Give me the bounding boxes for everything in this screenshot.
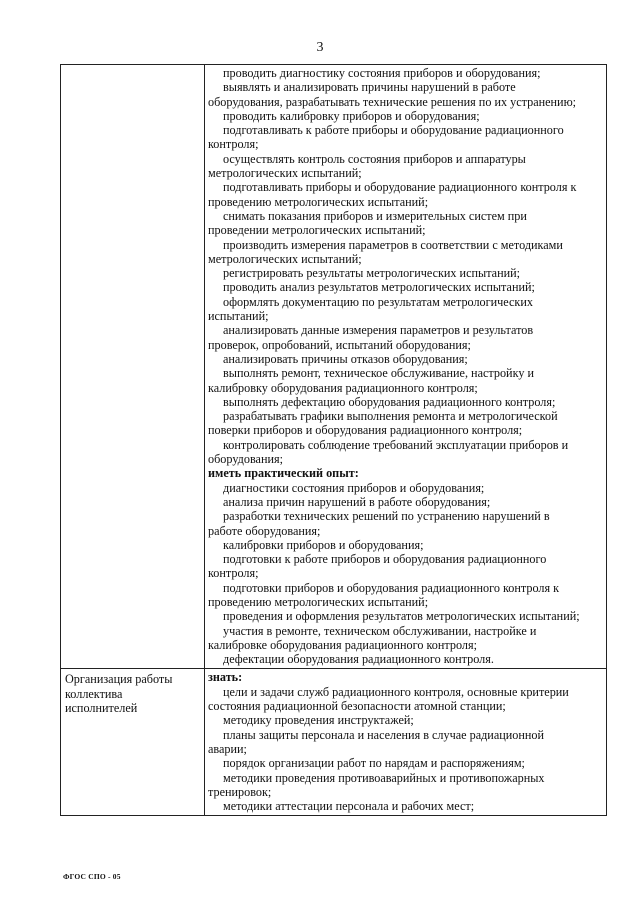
text-line: регистрировать результаты метрологических испытаний;	[223, 266, 521, 281]
table-cell-section	[61, 65, 205, 669]
text-line: дефектации оборудования радиационного контроля.	[223, 652, 494, 667]
text-line: проводить диагностику состояния приборов и оборудования;	[223, 66, 541, 80]
text-line: оформлять документацию по результатам метрологических	[223, 294, 533, 309]
text-line: осуществлять контроль состояния приборов и аппаратуры	[223, 151, 526, 166]
text-line: снимать показания приборов и измерительных систем при	[223, 208, 527, 223]
text-line: анализировать причины отказов оборудования;	[223, 351, 468, 366]
text-line: метрологических испытаний;	[208, 251, 362, 266]
text-line: диагностики состояния приборов и оборудования;	[223, 480, 485, 495]
text-line: проводить калибровку приборов и оборудования;	[223, 108, 480, 123]
page-number: 3	[316, 40, 324, 55]
text-line: подготавливать к работе приборы и оборудование радиационного	[223, 123, 564, 138]
competency-table	[60, 64, 607, 816]
text-line: работе оборудования;	[208, 523, 321, 538]
text-line: оборудования;	[208, 452, 283, 467]
table-cell-section	[61, 669, 205, 816]
text-line: подготовки к работе приборов и оборудования радиационного	[223, 552, 547, 567]
text-line: порядок организации работ по нарядам и распоряжениям;	[223, 756, 525, 771]
text-line: контролировать соблюдение требований эксплуатации приборов и	[223, 437, 569, 452]
text-line: подготовки приборов и оборудования радиационного контроля к	[223, 580, 560, 595]
text-line: проведения и оформления результатов метрологических испытаний;	[223, 609, 580, 624]
text-line: испытаний;	[208, 309, 269, 324]
text-line: цели и задачи служб радиационного контроля, основные критерии	[223, 684, 569, 699]
text-line: проведению метрологических испытаний;	[208, 194, 429, 209]
section-heading: иметь практический опыт:	[208, 466, 359, 481]
text-line: методику проведения инструктажей;	[223, 713, 414, 728]
text-line: подготавливать приборы и оборудование радиационного контроля к	[223, 180, 577, 195]
text-line: поверки приборов и оборудования радиационного контроля;	[208, 423, 523, 438]
text-line: разработки технических решений по устранению нарушений в	[223, 509, 550, 524]
text-line: участия в ремонте, техническом обслуживании, настройке и	[223, 623, 537, 638]
footer-code: ФГОС СПО - 05	[63, 872, 121, 881]
text-line: проведению метрологических испытаний;	[208, 594, 429, 609]
text-line: методики аттестации персонала и рабочих мест;	[223, 799, 475, 814]
section-heading: знать:	[208, 670, 243, 685]
text-line: оборудования, разрабатывать технические решения по их устранению;	[208, 94, 577, 109]
table-row	[61, 669, 607, 816]
text-line: разрабатывать графики выполнения ремонта и метрологической	[223, 409, 558, 424]
section-title-line: Организация работы	[65, 672, 173, 687]
section-title-line: коллектива	[65, 686, 123, 701]
table-cell-skills	[205, 65, 607, 669]
text-line: состояния радиационной безопасности атомной станции;	[208, 699, 506, 714]
text-line: анализировать данные измерения параметров и результатов	[223, 323, 534, 338]
text-line: проверок, опробований, испытаний оборудования;	[208, 337, 471, 352]
text-line: калибровки приборов и оборудования;	[223, 537, 424, 552]
text-line: аварии;	[208, 741, 247, 756]
section-title-line: исполнителей	[65, 701, 138, 716]
text-line: планы защиты персонала и населения в случае радиационной	[223, 727, 545, 742]
text-line: калибровке оборудования радиационного контроля;	[208, 637, 477, 652]
text-line: выполнять ремонт, техническое обслуживание, настройку и	[223, 366, 534, 381]
text-line: анализа причин нарушений в работе оборудования;	[223, 494, 491, 509]
table-cell-knowledge	[205, 669, 607, 816]
text-line: методики проведения противоаварийных и противопожарных	[223, 770, 545, 785]
section-title	[61, 669, 204, 715]
text-line: метрологических испытаний;	[208, 166, 362, 181]
text-line: контроля;	[208, 566, 259, 581]
text-line: производить измерения параметров в соответствии с методиками	[223, 237, 563, 252]
text-line: выявлять и анализировать причины нарушений в работе	[223, 80, 516, 95]
text-line: проведении метрологических испытаний;	[208, 223, 426, 238]
text-line: тренировок;	[208, 784, 272, 799]
text-line: проводить анализ результатов метрологических испытаний;	[223, 280, 535, 295]
text-line: выполнять дефектацию оборудования радиационного контроля;	[223, 394, 556, 409]
text-line: калибровку оборудования радиационного контроля;	[208, 380, 478, 395]
text-line: контроля;	[208, 137, 259, 152]
table-row	[61, 65, 607, 669]
